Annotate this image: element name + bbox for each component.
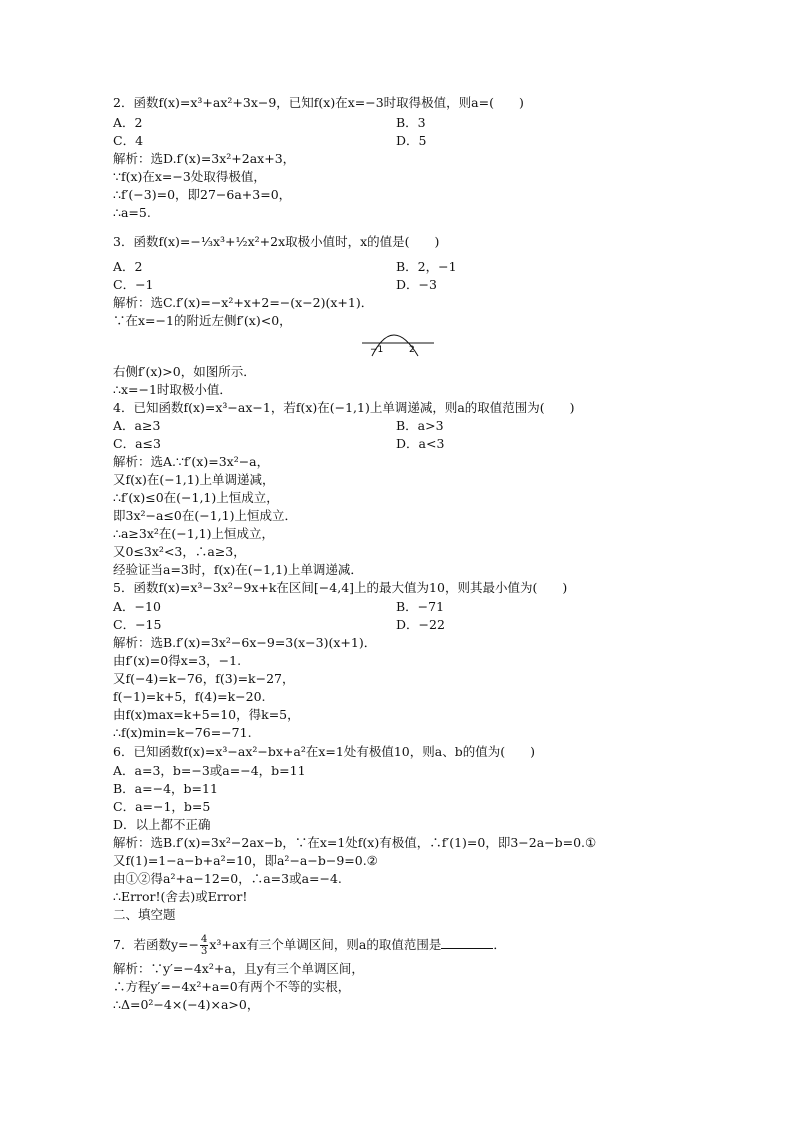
q5-solution-6: ∴f(x)min=k−76=−71. bbox=[113, 725, 252, 740]
q7-fraction-numerator: 4 bbox=[200, 934, 208, 945]
q5-solution-5: 由f(x)max=k+5=10，得k=5， bbox=[113, 707, 300, 722]
q6-solution-2: 又f(1)=1−a−b+a²=10，即a²−a−b−9=0.② bbox=[113, 853, 378, 868]
q3-solution-4: ∴x=−1时取极小值． bbox=[113, 382, 232, 397]
q4-solution-2: 又f(x)在(−1,1)上单调递减， bbox=[113, 472, 275, 487]
q4-solution-6: 又0≤3x²<3，∴a≥3， bbox=[113, 544, 246, 559]
root-left-label: −1 bbox=[370, 345, 384, 355]
parabola-sign-figure bbox=[362, 326, 434, 360]
q3-option-d: D．−3 bbox=[396, 277, 437, 292]
q7-answer-blank bbox=[441, 936, 493, 949]
q5-stem: 5．函数f(x)=x³−3x²−9x+k在区间[−4,4]上的最大值为10，则其最小值为( ) bbox=[113, 580, 568, 595]
q5-solution-4: f(−1)=k+5，f(4)=k−20. bbox=[113, 689, 266, 704]
q5-solution-3: 又f(−4)=k−76，f(3)=k−27， bbox=[113, 671, 295, 686]
q4-solution-1: 解析：选A.∵f′(x)=3x²−a， bbox=[113, 454, 270, 469]
q4-solution-5: ∴a≥3x²在(−1,1)上恒成立， bbox=[113, 526, 274, 541]
q5-solution-2: 由f′(x)=0得x=3，−1. bbox=[113, 653, 242, 668]
q2-option-c: C．4 bbox=[113, 133, 144, 148]
q7-stem-part1: 7．若函数y=− bbox=[113, 937, 199, 952]
q4-option-d: D．a<3 bbox=[396, 436, 445, 451]
q7-stem-part2: x³+ax有三个单调区间，则a的取值范围是 bbox=[209, 937, 442, 952]
q4-solution-7: 经验证当a=3时，f(x)在(−1,1)上单调递减． bbox=[113, 562, 363, 577]
q6-option-c: C．a=−1，b=5 bbox=[113, 799, 211, 814]
q5-option-c: C．−15 bbox=[113, 617, 162, 632]
q2-solution-1: 解析：选D.f′(x)=3x²+2ax+3， bbox=[113, 151, 296, 166]
q6-solution-4: ∴Error!(舍去)或Error! bbox=[113, 889, 248, 904]
q3-stem: 3．函数f(x)=−⅓x³+½x²+2x取极小值时，x的值是( ) bbox=[113, 234, 440, 249]
q2-solution-4: ∴a=5. bbox=[113, 205, 151, 220]
q2-option-b: B．3 bbox=[396, 115, 426, 130]
q4-stem: 4．已知函数f(x)=x³−ax−1，若f(x)在(−1,1)上单调递减，则a的取值范围为( ) bbox=[113, 400, 575, 415]
q3-solution-1: 解析：选C.f′(x)=−x²+x+2=−(x−2)(x+1)． bbox=[113, 295, 374, 310]
q7-solution-3: ∴Δ=0²−4×(−4)×a>0， bbox=[113, 997, 260, 1012]
q6-option-b: B．a=−4，b=11 bbox=[113, 781, 218, 796]
q4-solution-4: 即3x²−a≤0在(−1,1)上恒成立． bbox=[113, 508, 297, 523]
q3-option-a: A．2 bbox=[113, 259, 143, 274]
q3-option-b: B．2，−1 bbox=[396, 259, 457, 274]
q4-option-c: C．a≤3 bbox=[113, 436, 161, 451]
root-right-label: 2 bbox=[409, 345, 415, 355]
q7-solution-2: ∴方程y′=−4x²+a=0有两个不等的实根， bbox=[113, 979, 351, 994]
section-heading: 二、填空题 bbox=[113, 907, 176, 922]
q4-solution-3: ∴f′(x)≤0在(−1,1)上恒成立， bbox=[113, 490, 279, 505]
q7-stem-end: ． bbox=[493, 937, 506, 952]
q3-option-c: C．−1 bbox=[113, 277, 154, 292]
q7-fraction-denominator: 3 bbox=[200, 946, 208, 957]
q2-option-a: A．2 bbox=[113, 115, 143, 130]
q3-solution-2: ∵在x=−1的附近左侧f′(x)<0， bbox=[113, 313, 292, 328]
q5-option-a: A．−10 bbox=[113, 599, 161, 614]
q4-option-b: B．a>3 bbox=[396, 418, 444, 433]
q2-stem: 2．函数f(x)=x³+ax²+3x−9，已知f(x)在x=−3时取得极值，则a=( ) bbox=[113, 95, 524, 110]
q6-option-a: A．a=3，b=−3或a=−4，b=11 bbox=[113, 763, 306, 778]
q6-solution-3: 由①②得a²+a−12=0，∴a=3或a=−4. bbox=[113, 871, 342, 886]
q2-option-d: D．5 bbox=[396, 133, 427, 148]
q2-solution-3: ∴f′(−3)=0，即27−6a+3=0， bbox=[113, 187, 292, 202]
q6-option-d: D．以上都不正确 bbox=[113, 817, 211, 832]
q7-fraction bbox=[200, 934, 208, 957]
q5-option-b: B．−71 bbox=[396, 599, 445, 614]
q7-stem bbox=[113, 934, 506, 957]
q7-solution-1: 解析：∵y′=−4x²+a，且y有三个单调区间， bbox=[113, 961, 364, 976]
q2-solution-2: ∵f(x)在x=−3处取得极值， bbox=[113, 169, 266, 184]
q3-solution-3: 右侧f′(x)>0，如图所示． bbox=[113, 364, 256, 379]
q4-option-a: A．a≥3 bbox=[113, 418, 161, 433]
q6-stem: 6．已知函数f(x)=x³−ax²−bx+a²在x=1处有极值10，则a、b的值为( ) bbox=[113, 744, 535, 759]
q5-option-d: D．−22 bbox=[396, 617, 445, 632]
parabola-graph bbox=[362, 326, 434, 360]
q6-solution-1: 解析：选B.f′(x)=3x²−2ax−b，∵在x=1处f(x)有极值，∴f′(1)=0，即3−2a−b=0.① bbox=[113, 835, 597, 850]
q5-solution-1: 解析：选B.f′(x)=3x²−6x−9=3(x−3)(x+1)． bbox=[113, 635, 377, 650]
